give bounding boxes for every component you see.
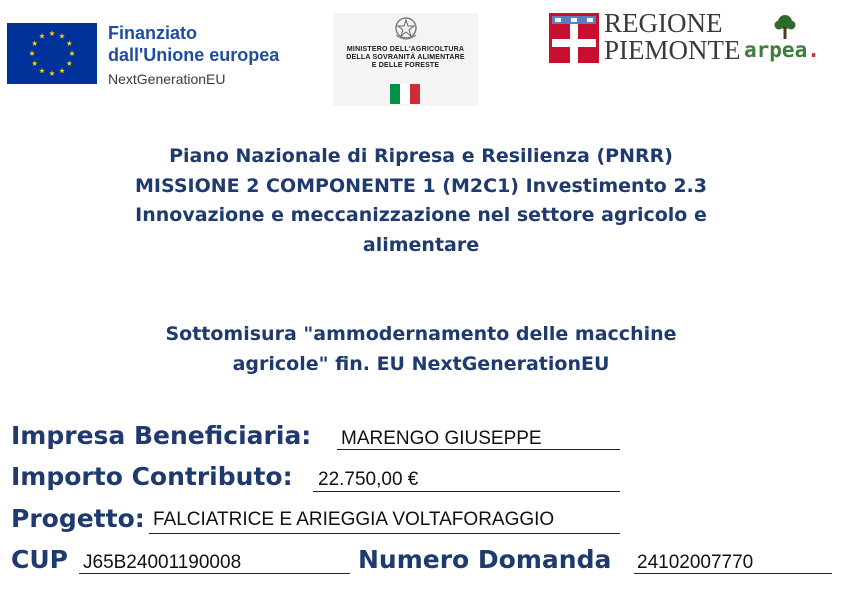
regione-line2: PIEMONTE	[604, 35, 741, 65]
progetto-value: FALCIATRICE E ARIEGGIA VOLTAFORAGGIO	[153, 509, 555, 530]
domanda-value: 24102007770	[637, 552, 754, 573]
ministry-logo	[333, 13, 478, 106]
progetto-label: Progetto:	[11, 504, 145, 533]
ministry-text	[333, 46, 478, 70]
ministry-line3: E DELLE FORESTE	[371, 62, 440, 69]
progetto-underline	[149, 533, 620, 534]
impresa-value: MARENGO GIUSEPPE	[341, 428, 542, 449]
title-line4: alimentare	[362, 233, 480, 256]
regione-line1: REGIONE	[604, 8, 723, 38]
tree-icon	[773, 14, 797, 40]
eu-stars-icon	[7, 23, 97, 84]
eu-star	[59, 33, 65, 38]
subtitle-line2: agricole" fin. EU NextGenerationEU	[232, 352, 610, 375]
eu-line3: NextGenerationEU	[108, 71, 226, 87]
cup-value: J65B24001190008	[83, 552, 242, 573]
arpea-name: arpea	[744, 38, 808, 62]
regione-piemonte-text	[604, 10, 741, 64]
ministry-line2: DELLA SOVRANITÀ ALIMENTARE	[346, 54, 465, 61]
eu-funding-text	[108, 22, 308, 88]
eu-line2: dall'Unione europea	[108, 45, 280, 65]
ministry-line1: MINISTERO DELL'AGRICOLTURA	[346, 46, 465, 53]
eu-star	[39, 33, 45, 38]
eu-star	[32, 41, 38, 46]
italian-emblem-icon	[393, 15, 419, 43]
arpea-dot: .	[807, 38, 820, 62]
title-line2: MISSIONE 2 COMPONENTE 1 (M2C1) Investimento 2.3	[135, 174, 707, 197]
cup-label: CUP	[11, 545, 68, 574]
eu-flag	[7, 23, 97, 84]
page-title	[40, 142, 802, 260]
impresa-label: Impresa Beneficiaria:	[11, 421, 312, 450]
eu-star	[69, 51, 75, 56]
eu-star	[39, 68, 45, 73]
title-line1: Piano Nazionale di Ripresa e Resilienza (PNRR)	[169, 145, 673, 167]
italian-flag-icon	[390, 84, 420, 104]
domanda-label: Numero Domanda	[358, 545, 612, 574]
eu-line1: Finanziato	[108, 23, 197, 43]
eu-star	[59, 68, 65, 73]
eu-star	[29, 51, 35, 56]
eu-star	[66, 61, 72, 66]
title-line3: Innovazione e meccanizzazione nel settore agricolo e	[135, 204, 707, 226]
importo-label: Importo Contributo:	[11, 462, 293, 491]
eu-star	[49, 31, 55, 36]
piemonte-shield-icon	[549, 13, 599, 63]
subtitle-line1: Sottomisura "ammodernamento delle macchine	[165, 323, 677, 345]
importo-value: 22.750,00 €	[318, 469, 419, 490]
eu-star	[32, 61, 38, 66]
eu-star	[66, 41, 72, 46]
subtitle	[40, 320, 802, 379]
arpea-logo-text	[744, 38, 820, 62]
eu-star	[49, 71, 55, 76]
importo-underline	[313, 491, 620, 492]
